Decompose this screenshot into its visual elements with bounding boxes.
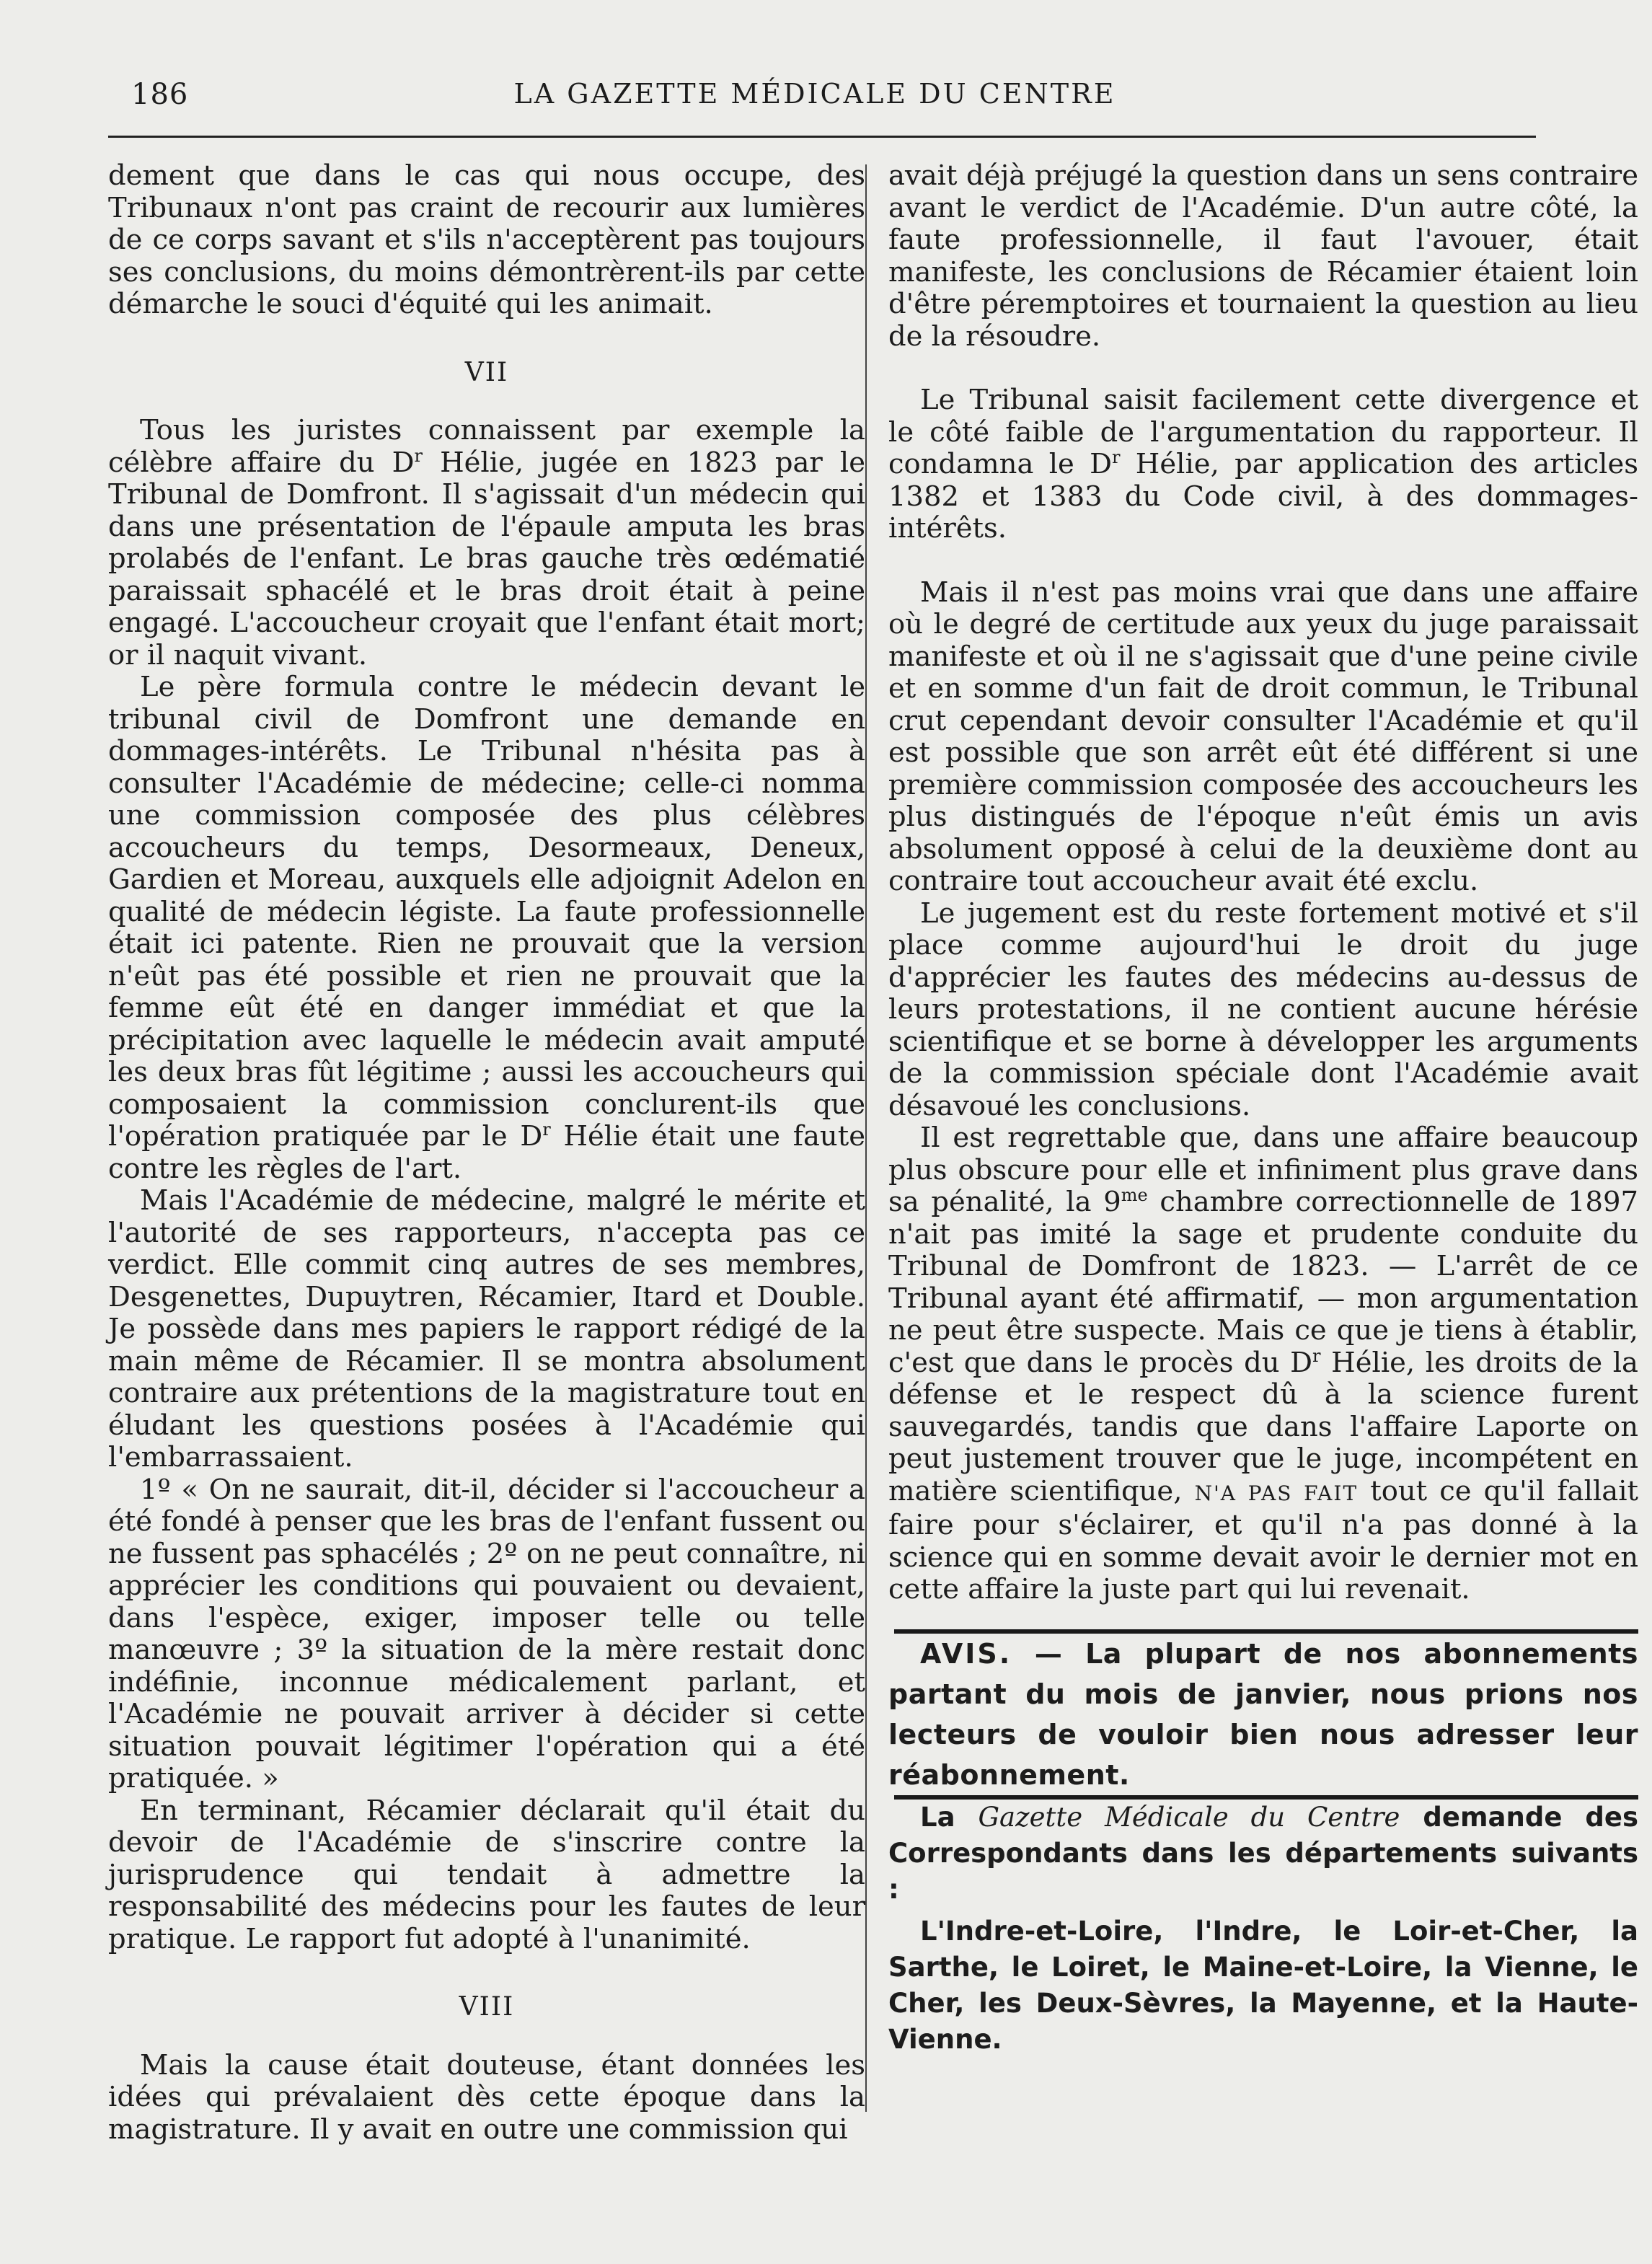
- page-header: [108, 78, 1521, 121]
- page-number: 186: [131, 78, 189, 111]
- correspondents-notice: La Gazette Médicale du Centre demande des Correspondants dans les départements suivants : L'Indre-et-Loire, l'Indre, le Loir-et-Cher, la Sarthe, le Loiret, le Maine-et-Loire, la Vienne, le Cher, les Deux-Sèvres, la Mayenne, et la Haute-Vienne.: [888, 1800, 1638, 2058]
- paragraph: Mais l'Académie de médecine, malgré le mérite et l'autorité de ses rapporteurs, n'accepta pas ce verdict. Elle commit cinq autres de ses membres, Desgenettes, Dupuytren, Récamier, Itard et Double. Je possède dans mes papiers le rapport rédigé de la main même de Récamier. Il se montra absolument contraire aux prétentions de la magistrature tout en éludant les questions posées à l'Académie qui l'embarrassaient.: [108, 1184, 865, 1474]
- paragraph: En terminant, Récamier déclarait qu'il était du devoir de l'Académie de s'inscrire contre la jurisprudence qui tendait à admettre la responsabilité des médecins pour les fautes de leur pratique. Le rapport fut adopté à l'unanimité.: [108, 1794, 865, 1955]
- paragraph: Le père formula contre le médecin devant le tribunal civil de Domfront une demande en dommages-intérêts. Le Tribunal n'hésita pas à consulter l'Académie de médecine; celle-ci nomma une commission composée des plus célèbres accoucheurs du temps, Desormeaux, Deneux, Gardien et Moreau, auxquels elle adjoignit Adelon en qualité de médecin légiste. La faute professionnelle était ici patente. Rien ne prouvait que la version n'eût pas été possible et rien ne prouvait que la femme eût été en danger immédiat et que la précipitation avec laquelle le médecin avait amputé les deux bras fût légitime ; aussi les accoucheurs qui composaient la commission conclurent-ils que l'opération pratiquée par le $D^r$ Hélie était une faute contre les règles de l'art.: [108, 671, 865, 1185]
- paragraph: avait déjà préjugé la question dans un sens contraire avant le verdict de l'Académie. D'un autre côté, la faute professionnelle, il faut l'avouer, était manifeste, les conclusions de Récamier étaient loin d'être péremptoires et tournaient la question au lieu de la résoudre.: [888, 159, 1638, 353]
- column-separator: [865, 164, 867, 2112]
- paragraph: Mais la cause était douteuse, étant données les idées qui prévalaient dès cette époque dans la magistrature. Il y avait en outre une commission qui: [108, 2048, 865, 2146]
- subscription-notice: AVIS. — La plupart de nos abonnements partant du mois de janvier, nous prions nos lecteurs de vouloir bien nous adresser leur réabonnement.: [888, 1637, 1638, 1791]
- paragraph: 1º « On ne saurait, dit-il, décider si l'accoucheur a été fondé à penser que les bras de l'enfant fussent ou ne fussent pas sphacélés ; 2º on ne peut connaître, ni apprécier les conditions qui pouvaient ou devaient, dans l'espèce, exiger, imposer telle ou telle manœuvre ; 3º la situation de la mère restait donc indéfinie, inconnue médicalement parlant, et l'Académie ne pouvait arriver à décider si cette situation pouvait légitimer l'opération qui a été pratiquée. »: [108, 1473, 865, 1794]
- journal-title: LA GAZETTE MÉDICALE DU CENTRE: [513, 78, 1116, 110]
- paragraph: Le jugement est du reste fortement motivé et s'il place comme aujourd'hui le droit du juge d'apprécier les fautes des médecins au-dessus de leurs protestations, il ne contient aucune hérésie scientifique et se borne à développer les arguments de la commission spéciale dont l'Académie avait désavoué les conclusions.: [888, 897, 1638, 1122]
- paragraph: dement que dans le cas qui nous occupe, des Tribunaux n'ont pas craint de recourir aux lumières de ce corps savant et s'ils n'acceptèrent pas toujours ses conclusions, du moins démontrèrent-ils par cette démarche le souci d'équité qui les animait.: [108, 159, 865, 320]
- paragraph: Mais il n'est pas moins vrai que dans une affaire où le degré de certitude aux yeux du juge paraissait manifeste et où il ne s'agissait que d'une peine civile et en somme d'un fait de droit commun, le Tribunal crut cependant devoir consulter l'Académie et qu'il est possible que son arrêt eût été différent si une première commission composée des accoucheurs les plus distingués de l'époque n'eût émis un avis absolument opposé à celui de la deuxième dont au contraire tout accoucheur avait été exclu.: [888, 576, 1638, 897]
- left-column: [108, 160, 865, 2146]
- section-heading-vii: VII: [464, 357, 509, 387]
- right-column: [888, 160, 1638, 2058]
- departments-list: L'Indre-et-Loire, l'Indre, le Loir-et-Cher, la Sarthe, le Loiret, le Maine-et-Loire, la Vienne, le Cher, les Deux-Sèvres, la Mayenne, et la Haute-Vienne.: [888, 1915, 1638, 2055]
- section-heading-viii: VIII: [459, 1992, 515, 2022]
- paragraph: Le Tribunal saisit facilement cette divergence et le côté faible de l'argumentation du rapporteur. Il condamna le $D^r$ Hélie, par application des articles 1382 et 1383 du Code civil, à des dommages-intérêts.: [888, 384, 1638, 545]
- header-rule: [108, 136, 1536, 138]
- paragraph: Il est regrettable que, dans une affaire beaucoup plus obscure pour elle et infiniment plus grave dans sa pénalité, la $9^{me}$ chambre correctionnelle de 1897 n'ait pas imité la sage et prudente conduite du Tribunal de Domfront de 1823. — L'arrêt de ce Tribunal ayant été affirmatif, — mon argumentation ne peut être suspecte. Mais ce que je tiens à établir, c'est que dans le procès du $D^r$ Hélie, les droits de la défense et le respect dû à la science furent sauvegardés, tandis que dans l'affaire Laporte on peut justement trouver que le juge, incompétent en matière scientifique, N'A PAS FAIT tout ce qu'il fallait faire pour s'éclairer, et qu'il n'a pas donné à la science qui en somme devait avoir le dernier mot en cette affaire la juste part qui lui revenait.: [888, 1122, 1638, 1605]
- paragraph: Tous les juristes connaissent par exemple la célèbre affaire du $D^r$ Hélie, jugée en 1823 par le Tribunal de Domfront. Il s'agissait d'un médecin qui dans une présentation de l'épaule amputa les bras prolabés de l'enfant. Le bras gauche très œdématié paraissait sphacélé et le bras droit était à peine engagé. L'accoucheur croyait que l'enfant était mort; or il naquit vivant.: [108, 414, 865, 671]
